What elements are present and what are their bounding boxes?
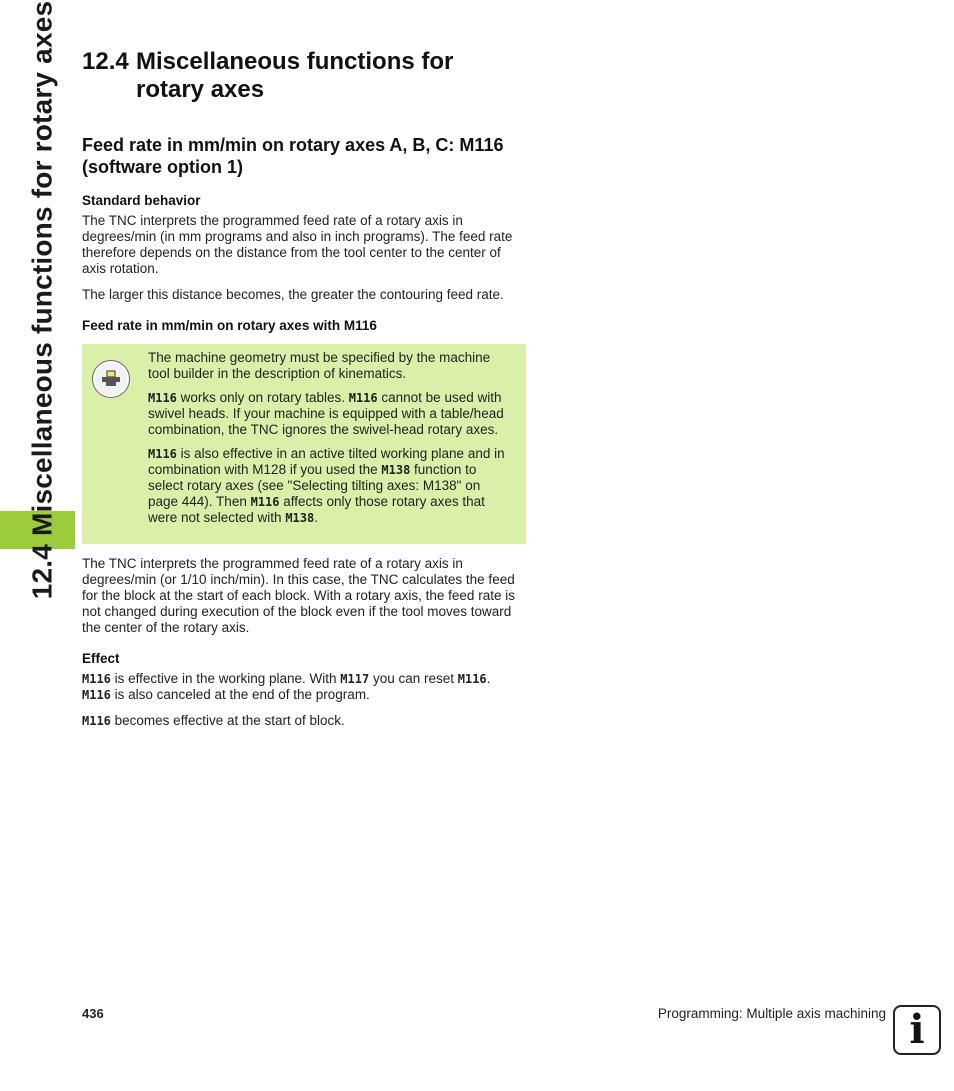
machine-note-box xyxy=(82,344,526,544)
section-title-text: Miscellaneous functions for rotary axes xyxy=(136,48,454,103)
page-content xyxy=(82,48,526,739)
m116-description: The TNC interprets the programmed feed rate of a rotary axis in degrees/min (or 1/10 inch/min). In this case, the TNC calculates the feed for the block at the start of each block. With a rotary axis, the feed rate is not changed during execution of the block even if the tool moves toward the center of the rotary axis. xyxy=(82,556,515,635)
m116-heading: Feed rate in mm/min on rotary axes with M116 xyxy=(82,318,377,333)
note-paragraph-2: M116 works only on rotary tables. M116 cannot be used with swivel heads. If your machine is equipped with a table/head combination, the TNC ignores the swivel-head rotary axes. xyxy=(148,390,504,437)
effect-heading: Effect xyxy=(82,651,120,666)
section-number: 12.4 xyxy=(82,48,129,75)
info-icon: i xyxy=(893,1005,941,1055)
side-chapter-title: 12.4 Miscellaneous functions for rotary axes xyxy=(26,0,58,600)
effect-paragraph-1: M116 is effective in the working plane. With M117 you can reset M116. M116 is also canceled at the end of the program. xyxy=(82,671,491,702)
section-title xyxy=(82,48,526,104)
standard-behavior-paragraph-2: The larger this distance becomes, the greater the contouring feed rate. xyxy=(82,287,504,302)
subsection-title: Feed rate in mm/min on rotary axes A, B, C: M116 (software option 1) xyxy=(82,135,504,177)
page-number: 436 xyxy=(82,1006,104,1021)
note-paragraph-1: The machine geometry must be specified by the machine tool builder in the description of kinematics. xyxy=(148,350,491,381)
standard-behavior-paragraph-1: The TNC interprets the programmed feed rate of a rotary axis in degrees/min (in mm programs and also in inch programs). The feed rate therefore depends on the distance from the tool center to the center of axis rotation. xyxy=(82,213,513,276)
standard-behavior-heading: Standard behavior xyxy=(82,193,201,208)
machine-icon xyxy=(92,360,130,398)
note-paragraph-3: M116 is also effective in an active tilted working plane and in combination with M128 if you used the M138 function to select rotary axes (see "Selecting tilting axes: M138" on page 444). Then M116 affects only those rotary axes that were not selected with M138. xyxy=(148,446,505,525)
footer-chapter-title: Programming: Multiple axis machining xyxy=(657,1006,886,1021)
effect-paragraph-2: M116 becomes effective at the start of block. xyxy=(82,713,345,728)
